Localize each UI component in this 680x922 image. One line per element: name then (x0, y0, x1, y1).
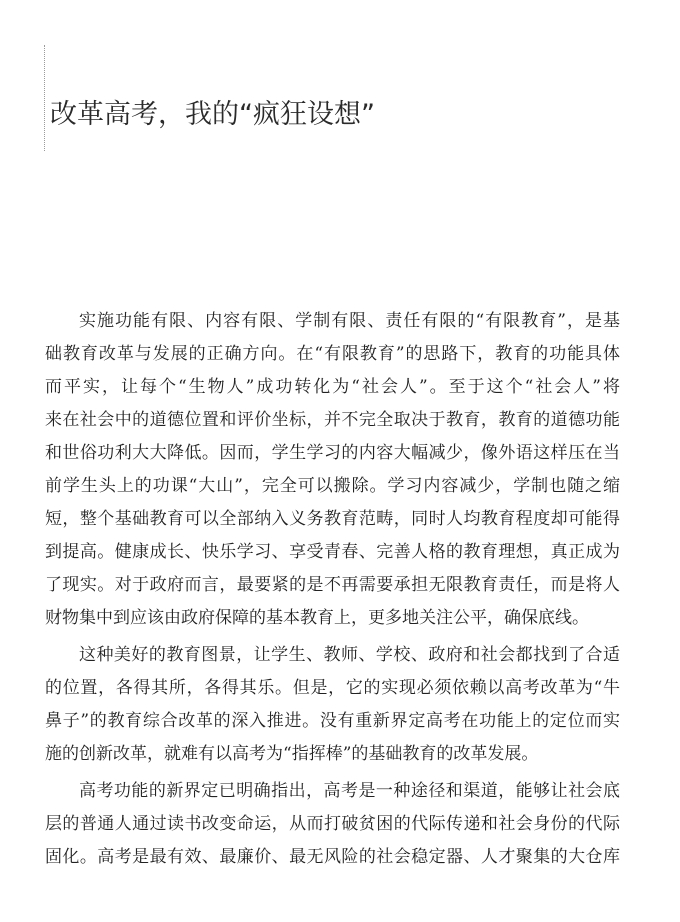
paragraph-1 (45, 305, 620, 635)
text-line: 短，整个基础教育可以全部纳入义务教育范畴，同时人均教育程度却可能得 (45, 509, 620, 529)
paragraph-3 (45, 775, 620, 874)
text-line: 实施功能有限、内容有限、学制有限、责任有限的“有限教育”，是基 (79, 311, 620, 331)
text-line: 施的创新改革，就难有以高考为“指挥棒”的基础教育的改革发展。 (45, 744, 539, 764)
chapter-title: 改革高考，我的“疯狂设想” (50, 99, 375, 130)
dotted-rule (44, 45, 45, 151)
body-text (45, 305, 620, 878)
text-line: 层的普通人通过读书改变命运，从而打破贫困的代际传递和社会身份的代际 (45, 814, 620, 834)
text-line: 前学生头上的功课“大山”，完全可以搬除。学习内容减少，学制也随之缩 (45, 476, 620, 496)
text-line: 财物集中到应该由政府保障的基本教育上，更多地关注公平，确保底线。 (45, 608, 589, 628)
text-line: 鼻子”的教育综合改革的深入推进。没有重新界定高考在功能上的定位而实 (45, 711, 620, 731)
text-line: 础教育改革与发展的正确方向。在“有限教育”的思路下，教育的功能具体 (45, 344, 620, 364)
text-line: 高考功能的新界定已明确指出，高考是一种途径和渠道，能够让社会底 (79, 781, 620, 801)
text-line: 和世俗功利大大降低。因而，学生学习的内容大幅减少，像外语这样压在当 (45, 443, 620, 463)
text-line: 固化。高考是最有效、最廉价、最无风险的社会稳定器、人才聚集的大仓库 (45, 847, 620, 867)
text-line: 的位置，各得其所，各得其乐。但是，它的实现必须依赖以高考改革为“牛 (45, 678, 620, 698)
text-line: 到提高。健康成长、快乐学习、享受青春、完善人格的教育理想，真正成为 (45, 542, 620, 562)
text-line: 而平实，让每个“生物人”成功转化为“社会人”。至于这个“社会人”将 (45, 377, 620, 397)
paragraph-2 (45, 639, 620, 771)
text-line: 这种美好的教育图景，让学生、教师、学校、政府和社会都找到了合适 (79, 645, 620, 665)
text-line: 了现实。对于政府而言，最要紧的是不再需要承担无限教育责任，而是将人 (45, 575, 620, 595)
text-line: 来在社会中的道德位置和评价坐标，并不完全取决于教育，教育的道德功能 (45, 410, 620, 430)
